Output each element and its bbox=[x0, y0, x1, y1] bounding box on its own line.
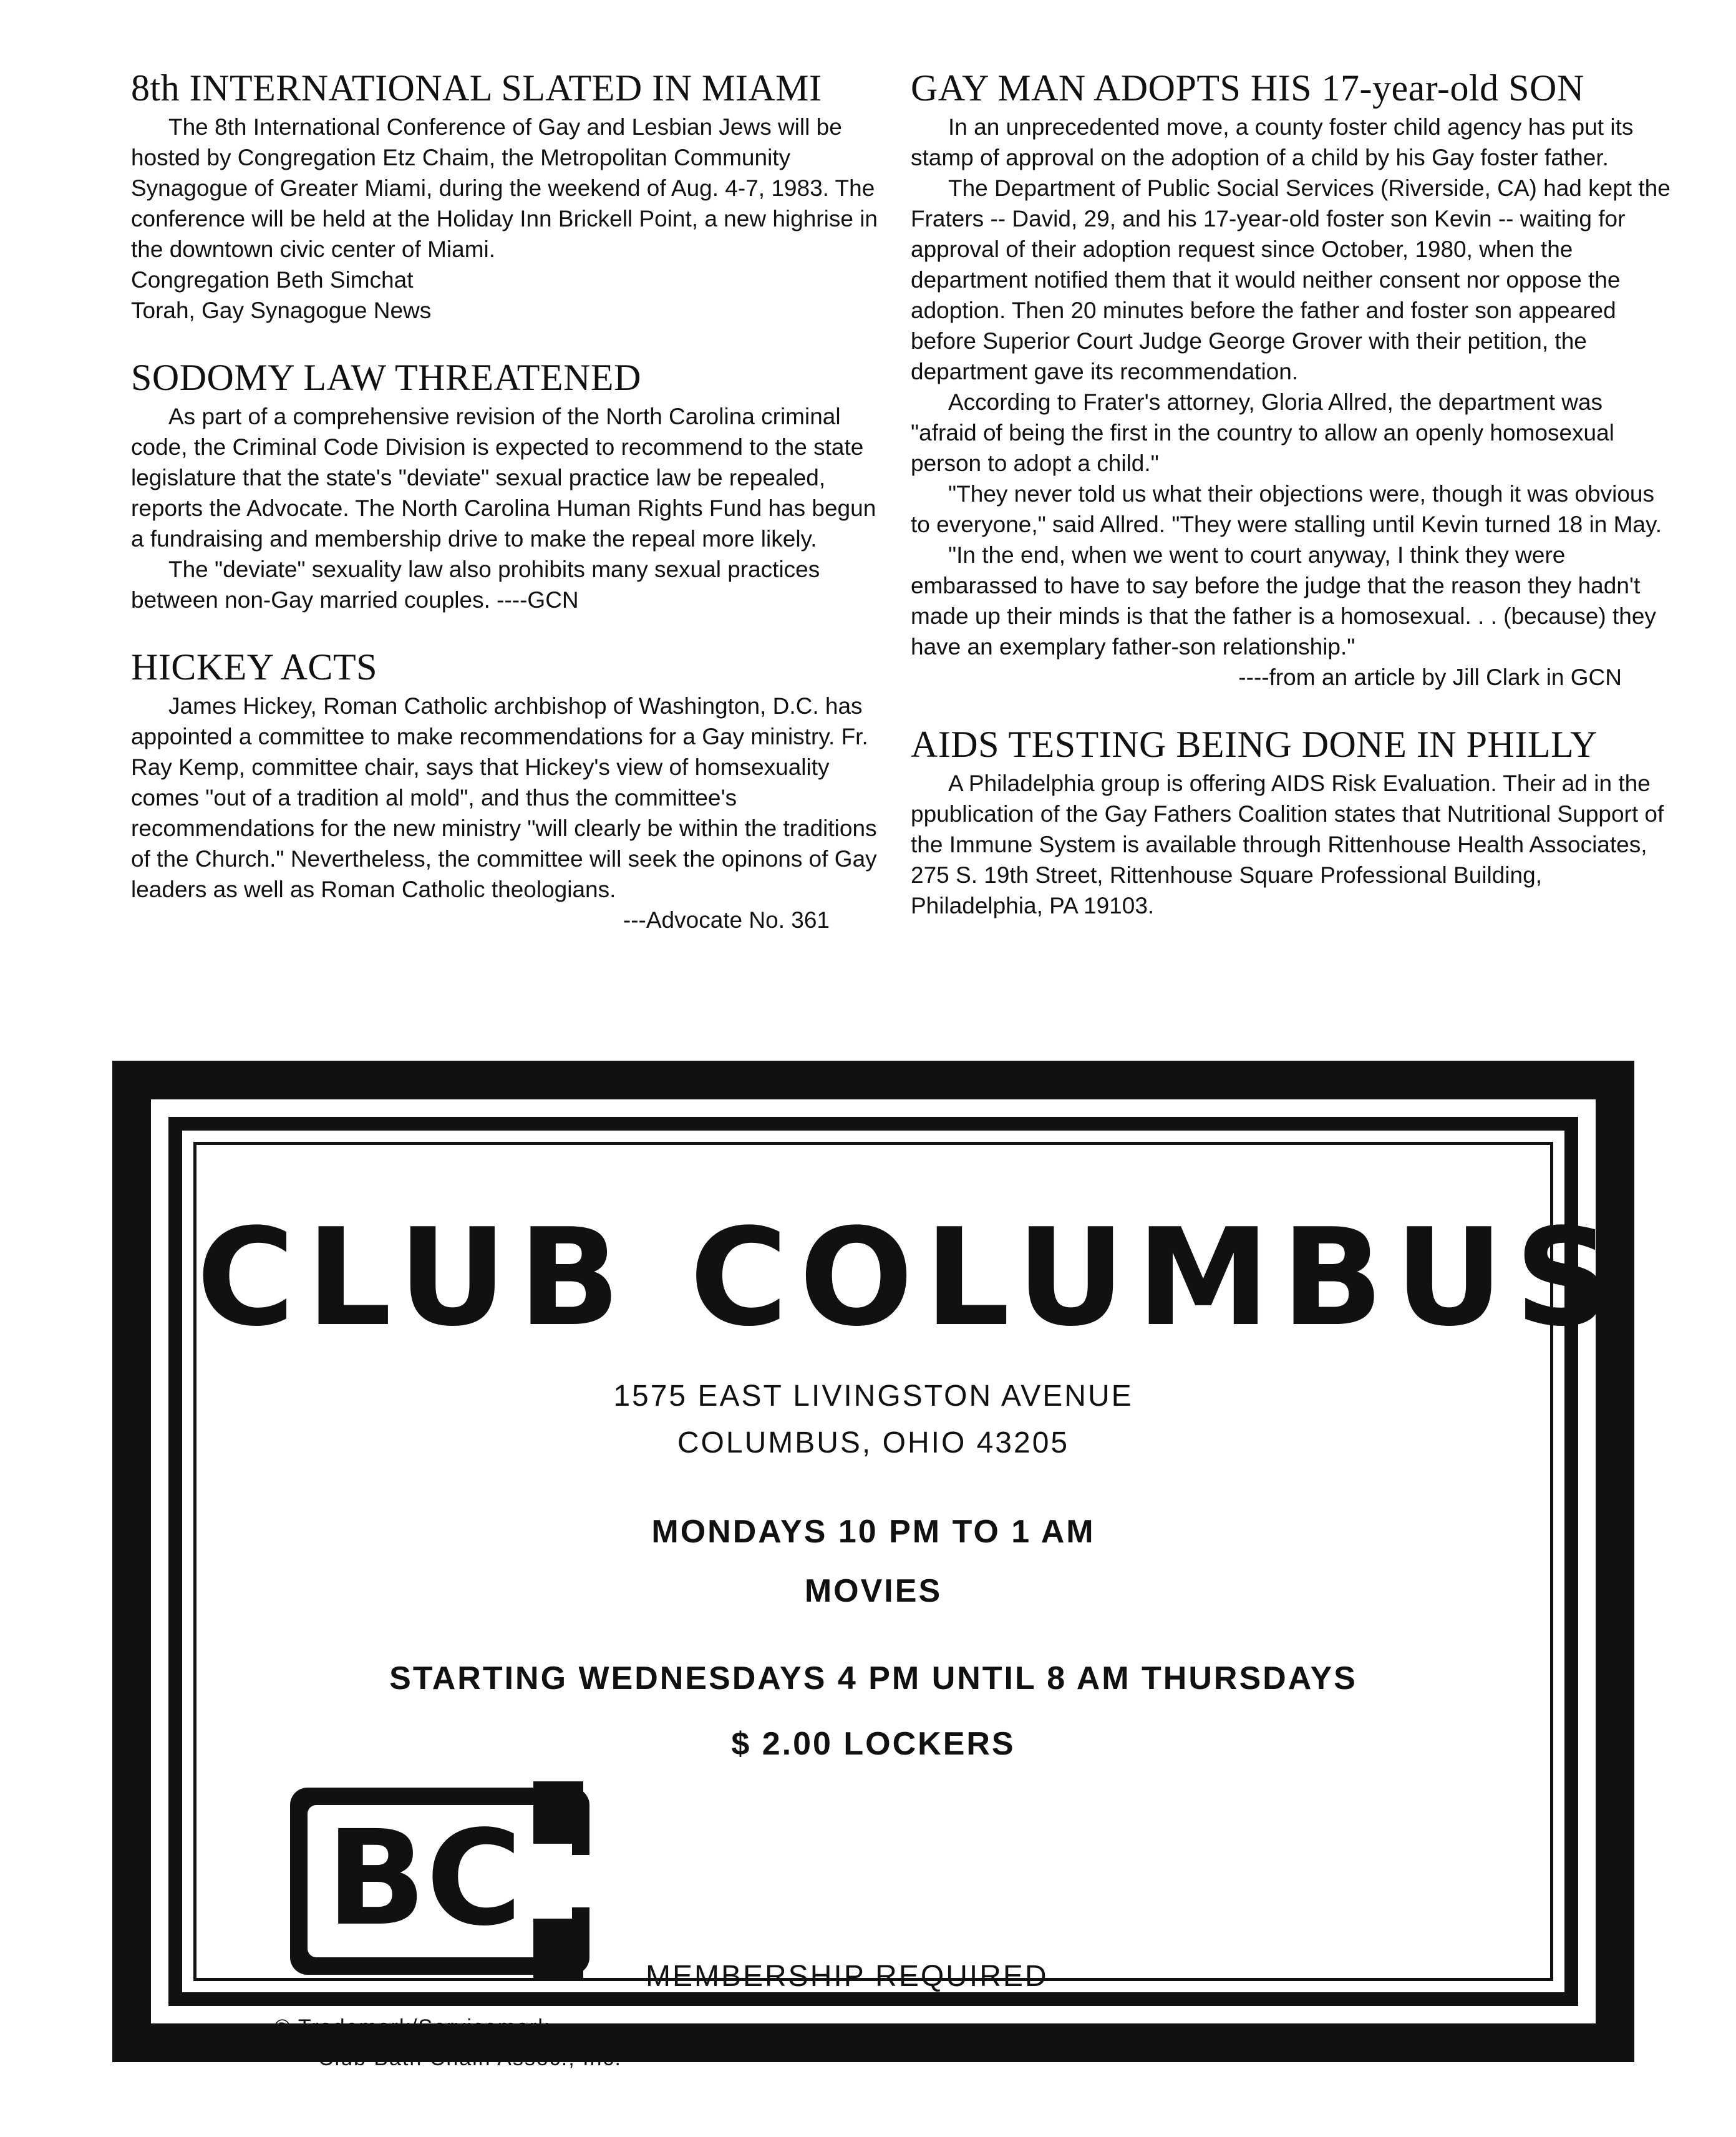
article-headline: SODOMY LAW THREATENED bbox=[131, 357, 641, 398]
right-column bbox=[911, 69, 1672, 953]
ad-address-line1: 1575 EAST LIVINGSTON AVENUE bbox=[613, 1380, 1133, 1413]
article-credit: Congregation Beth Simchat bbox=[131, 267, 414, 293]
ad-address-line2: COLUMBUS, OHIO 43205 bbox=[677, 1426, 1070, 1459]
ad-schedule-wednesday: STARTING WEDNESDAYS 4 PM UNTIL 8 AM THURSDAYS bbox=[389, 1660, 1357, 1696]
ad-schedule-monday: MONDAYS 10 PM TO 1 AM bbox=[651, 1514, 1095, 1550]
ad-schedule-movies: MOVIES bbox=[804, 1573, 943, 1609]
article bbox=[911, 69, 1672, 693]
article bbox=[911, 725, 1672, 921]
ad-price-lockers: $ 2.00 LOCKERS bbox=[731, 1726, 1016, 1762]
article-credit: Torah, Gay Synagogue News bbox=[131, 298, 432, 323]
article-paragraph: According to Frater's attorney, Gloria Allred, the department was "afraid of being the first in the country to allow an openly homosexual person to adopt a child." bbox=[911, 389, 1614, 476]
ad-membership-required: MEMBERSHIP REQUIRED bbox=[646, 1960, 1049, 1993]
article-headline: HICKEY ACTS bbox=[131, 646, 377, 688]
article-paragraph: A Philadelphia group is offering AIDS Risk Evaluation. Their ad in the ppublication of the Gay Fathers Coalition states that Nutritional Support of the Immune System is available through Rittenhouse Health Associates, 275 S. 19th Street, Rittenhouse Square Professional Building, Philadelphia, PA 19103. bbox=[911, 771, 1664, 918]
ad-club-name: CLUB COLUMBUS bbox=[196, 1199, 1623, 1356]
article-paragraph: As part of a comprehensive revision of the North Carolina criminal code, the Criminal Code Division is expected to recommend to the state legislature that the state's "deviate" sexual practice law be repealed, reports the Advocate. The North Carolina Human Rights Fund has begun a fundraising and membership drive to make the repeal more likely. bbox=[131, 404, 876, 552]
article-headline: AIDS TESTING BEING DONE IN PHILLY bbox=[911, 724, 1598, 765]
trademark-line1: ® Trademark/Servicemark bbox=[274, 2015, 550, 2039]
article-paragraph: The Department of Public Social Services (Riverside, CA) had kept the Fraters -- David, 29, and his 17-year-old foster son Kevin -- waiting for approval of their adoption request since October, 1980, when the department notified them that it would neither consent nor oppose the adoption. Then 20 minutes before the father and foster son appeared before Superior Court Judge George Grover with their petition, the department gave its recommendation. bbox=[911, 175, 1671, 384]
article-signature: ----from an article by Jill Clark in GCN bbox=[1238, 664, 1622, 690]
club-bath-logo bbox=[284, 1781, 596, 1981]
article bbox=[131, 358, 880, 615]
article bbox=[131, 648, 880, 935]
club-columbus-advertisement bbox=[112, 1061, 1634, 2070]
article bbox=[131, 69, 880, 326]
article-paragraph: James Hickey, Roman Catholic archbishop of Washington, D.C. has appointed a committee to make recommendations for a Gay ministry. Fr. Ray Kemp, committee chair, says that Hickey's view of homsexuality comes "out of a tradition al mold", and thus the committee's recommendations for the new ministry "will clearly be within the traditions of the Church." Nevertheless, the committee will seek the opinons of Gay leaders as well as Roman Catholic theologians. bbox=[131, 693, 877, 902]
article-paragraph: The "deviate" sexuality law also prohibits many sexual practices between non-Gay married couples. ----GCN bbox=[131, 557, 820, 613]
logo-letters: BC bbox=[326, 1802, 523, 1955]
article-headline: 8th INTERNATIONAL SLATED IN MIAMI bbox=[131, 67, 822, 109]
left-column bbox=[131, 69, 880, 968]
article-paragraph: In an unprecedented move, a county foster child agency has put its stamp of approval on the adoption of a child by his Gay foster father. bbox=[911, 114, 1634, 170]
article-paragraph: "They never told us what their objections were, though it was obvious to everyone," said Allred. "They were stalling until Kevin turned 18 in May. bbox=[911, 481, 1662, 537]
article-paragraph: The 8th International Conference of Gay and Lesbian Jews will be hosted by Congregation Etz Chaim, the Metropolitan Community Synagogue of Greater Miami, during the weekend of Aug. 4-7, 1983. The conference will be held at the Holiday Inn Brickell Point, a new highrise in the downtown civic center of Miami. bbox=[131, 114, 878, 262]
article-headline: GAY MAN ADOPTS HIS 17-year-old SON bbox=[911, 67, 1584, 109]
article-paragraph: "In the end, when we went to court anyway, I think they were embarassed to have to say before the judge that the reason they hadn't made up their minds is that the father is a homosexual. . . (because) they have an exemplary father-son relationship." bbox=[911, 542, 1656, 660]
article-signature: ---Advocate No. 361 bbox=[623, 907, 830, 933]
trademark-line2: Club Bath Chain Assoc., Inc. bbox=[318, 2047, 622, 2070]
